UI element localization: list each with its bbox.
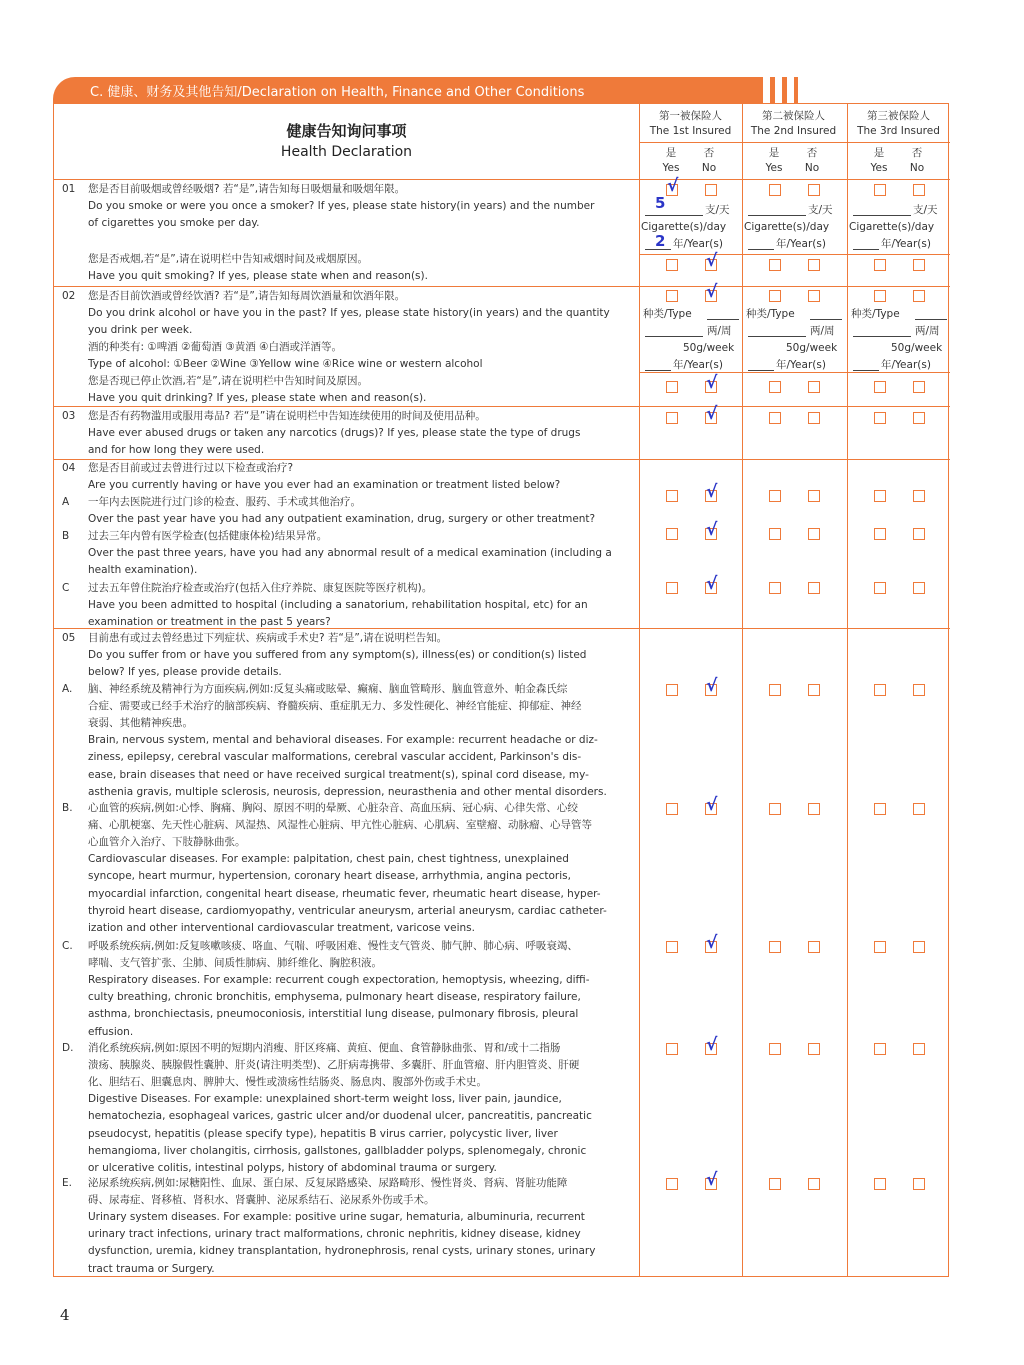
yes-label-cn: 是: [768, 147, 780, 159]
item-letter: E.: [62, 1177, 72, 1189]
q05-line: Do you suffer from or have you suffered from any symptom(s), illness(es) or condition(s) listed: [88, 649, 587, 661]
q01-quit-line: 您是否戒烟,若“是”,请在说明栏中告知戒烟时间及戒烟原因。: [88, 253, 369, 265]
insured-2-label-cn: 第二被保险人: [762, 110, 825, 122]
checkbox-insured-1-yes[interactable]: [666, 412, 678, 424]
q04-item-line: Over the past year have you had any outpatient examination, drug, surgery or other treatment?: [88, 513, 596, 525]
checkbox-insured-3-yes[interactable]: [874, 684, 886, 696]
checkbox-insured-3-yes[interactable]: [874, 1178, 886, 1190]
answer-blank[interactable]: [915, 319, 947, 320]
checkbox-insured-2-yes[interactable]: [769, 941, 781, 953]
checkbox-insured-3-yes[interactable]: [874, 1043, 886, 1055]
checkbox-insured-3-no[interactable]: [913, 381, 925, 393]
header-title-en: Health Declaration: [280, 144, 413, 160]
item-letter: B.: [62, 802, 73, 814]
q05-item-line: 化、胆结石、胆囊息肉、脾肿大、慢性或溃疡性结肠炎、肠息肉、腹部外伤或手术史。: [88, 1076, 487, 1089]
q05-item-line: 消化系统疾病,例如:原因不明的短期内消瘦、肝区疼痛、黄疸、便血、食管静脉曲张、胃和/或十二指肠: [88, 1042, 561, 1054]
checkmark-icon: √: [706, 282, 718, 302]
q05-item-line: 泌尿系统疾病,例如:尿糖阳性、血尿、蛋白尿、反复尿路感染、尿路畸形、慢性肾炎、肾病、肾脏功能障: [88, 1177, 568, 1189]
q05-item-line: pseudocyst, hepatitis (please specify type), hepatitis B virus carrier, polycystic liver, liver: [88, 1127, 558, 1140]
checkbox-insured-3-no[interactable]: [913, 184, 925, 196]
item-letter: B: [62, 530, 70, 542]
health-declaration-table: [53, 103, 949, 1277]
checkmark-icon: √: [706, 373, 718, 393]
q05-item-line: dysfunction, uremia, kidney transplantation, hydronephrosis, renal cysts, urinary stones, urinary: [88, 1245, 596, 1258]
q02-line: 您是否目前饮酒或曾经饮酒? 若“是”,请告知每周饮酒量和饮酒年限。: [88, 290, 406, 302]
section-title: C. 健康、财务及其他告知/Declaration on Health, Finance and Other Conditions: [90, 85, 585, 100]
q01-line: 您是否目前吸烟或曾经吸烟? 若“是”,请告知每日吸烟量和吸烟年限。: [88, 183, 406, 195]
q05-item-line: or ulcerative colitis, intestinal polyps, history of abdominal trauma or surgery.: [88, 1161, 497, 1174]
checkbox-insured-3-no[interactable]: [913, 684, 925, 696]
unit-cigarettes-per-day: Cigarette(s)/day: [744, 221, 830, 233]
checkbox-insured-3-no[interactable]: [913, 1043, 925, 1055]
q03-line: and for how long they were used.: [88, 444, 265, 456]
unit-years: 年/Year(s): [776, 359, 826, 371]
no-label-en: No: [701, 162, 717, 174]
q04-item-line: 过去五年曾住院治疗检查或治疗(包括入住疗养院、康复医院等医疗机构)。: [88, 582, 433, 594]
row-divider: [54, 179, 950, 180]
q04-item-line: 过去三年内曾有医学检查(包括健康体检)结果异常。: [88, 530, 328, 542]
checkbox-insured-3-yes[interactable]: [874, 803, 886, 815]
checkbox-insured-2-yes[interactable]: [769, 528, 781, 540]
unit-grams-per-week: 50g/week: [683, 342, 735, 354]
checkbox-insured-3-no[interactable]: [913, 582, 925, 594]
checkbox-insured-2-no[interactable]: [808, 528, 820, 540]
unit-per-day: 支/天: [808, 204, 833, 216]
unit-years: 年/Year(s): [673, 359, 723, 371]
q05-item-line: syncope, heart murmur, hypertension, coronary heart disease, arrhythmia, angina pectoris,: [88, 870, 571, 883]
q05-item-line: 衰弱、其他精神疾患。: [88, 717, 193, 730]
type-label: 种类/Type: [851, 308, 900, 320]
checkbox-insured-3-no[interactable]: [913, 490, 925, 502]
q05-item-line: Urinary system diseases. For example: positive urine sugar, hematuria, albuminuria, recurrent: [88, 1211, 585, 1224]
answer-blank[interactable]: [853, 249, 879, 250]
checkbox-insured-3-yes[interactable]: [874, 381, 886, 393]
checkmark-icon: √: [706, 520, 718, 540]
q05-item-line: hemangioma, liver cholangitis, cirrhosis, gallstones, gallbladder polyps, splenomegaly, chronic: [88, 1144, 587, 1157]
q05-item-line: 碍、尿毒症、肾移植、肾积水、肾囊肿、泌尿系结石、泌尿系外伤或手术。: [88, 1194, 435, 1207]
checkmark-icon: √: [706, 1035, 718, 1055]
answer-blank[interactable]: [707, 319, 739, 320]
checkbox-insured-3-no[interactable]: [913, 528, 925, 540]
checkbox-insured-2-yes[interactable]: [769, 582, 781, 594]
unit-years: 年/Year(s): [673, 238, 723, 250]
question-number: 05: [62, 632, 76, 644]
q05-item-line: 呼吸系统疾病,例如:反复咳嗽咳痰、咯血、气喘、呼吸困难、慢性支气管炎、肺气肿、肺心病、呼吸衰竭、: [88, 940, 578, 952]
checkbox-insured-1-yes[interactable]: [666, 1043, 678, 1055]
checkbox-insured-2-no[interactable]: [808, 412, 820, 424]
checkbox-insured-2-no[interactable]: [808, 941, 820, 953]
q05-item-line: tract trauma or Surgery.: [88, 1262, 215, 1275]
checkbox-insured-1-yes[interactable]: [666, 803, 678, 815]
answer-blank[interactable]: [645, 370, 671, 371]
answer-blank[interactable]: [853, 370, 879, 371]
checkbox-insured-2-yes[interactable]: [769, 803, 781, 815]
checkbox-insured-3-yes[interactable]: [874, 941, 886, 953]
q05-item-line: 心血管介入治疗、下肢静脉曲张。: [88, 836, 246, 849]
q05-item-line: hematochezia, esophageal varices, gastric ulcer and/or duodenal ulcer, pancreatitis, pancreatic: [88, 1110, 592, 1123]
checkbox-insured-2-yes[interactable]: [769, 412, 781, 424]
answer-blank[interactable]: [748, 249, 774, 250]
unit-years: 年/Year(s): [881, 238, 931, 250]
checkmark-icon: √: [667, 176, 679, 196]
checkmark-icon: √: [706, 482, 718, 502]
q05-item-line: asthma, bronchiectasis, pneumoconiosis, interstitial lung disease, pulmonary fibrosis, pleural: [88, 1008, 579, 1021]
checkbox-insured-2-no[interactable]: [808, 259, 820, 271]
question-number: 04: [62, 462, 76, 474]
checkmark-icon: √: [706, 1170, 718, 1190]
q05-item-line: thyroid heart disease, cardiomyopathy, ventricular aneurysm, arterial aneurysm, cardiac catheter-: [88, 904, 607, 917]
q05-item-line: 痛、心肌梗塞、先天性心脏病、风湿热、风湿性心脏病、甲亢性心脏病、心肌病、室壁瘤、动脉瘤、心导管等: [88, 819, 592, 832]
checkbox-insured-3-no[interactable]: [913, 941, 925, 953]
question-number: 02: [62, 290, 76, 302]
row-divider: [54, 459, 950, 460]
answer-blank[interactable]: [853, 215, 911, 216]
checkbox-insured-2-no[interactable]: [808, 1043, 820, 1055]
q04-item-line: health examination).: [88, 564, 198, 576]
q04-line: Are you currently having or have you ever had an examination or treatment listed below?: [88, 479, 561, 491]
checkbox-insured-3-no[interactable]: [913, 1178, 925, 1190]
checkbox-insured-3-yes[interactable]: [874, 582, 886, 594]
checkbox-insured-2-yes[interactable]: [769, 259, 781, 271]
q05-line: below? If yes, please provide details.: [88, 666, 282, 678]
q04-item-line: examination or treatment in the past 5 years?: [88, 616, 331, 628]
unit-per-day: 支/天: [705, 204, 730, 216]
checkbox-insured-2-yes[interactable]: [769, 184, 781, 196]
q05-item-line: Brain, nervous system, mental and behavioral diseases. For example: recurrent headache or diz-: [88, 734, 598, 747]
answer-blank[interactable]: [748, 370, 774, 371]
q03-line: Have ever abused drugs or taken any narcotics (drugs)? If yes, please state the type of drugs: [88, 427, 581, 439]
q05-line: 目前患有或过去曾经患过下列症状、疾病或手术史? 若“是”,请在说明栏告知。: [88, 632, 448, 644]
column-divider: [847, 104, 848, 1276]
q04-line: 您是否目前或过去曾进行过以下检查或治疗?: [88, 462, 294, 474]
checkbox-insured-2-no[interactable]: [808, 582, 820, 594]
insured-3-label-en: The 3rd Insured: [857, 125, 940, 137]
q05-item-line: asthenia gravis, multiple sclerosis, neurosis, depression, neurasthenia and other mental disorders.: [88, 785, 607, 798]
checkbox-insured-1-no[interactable]: [705, 184, 717, 196]
handwritten-years: 2: [655, 232, 666, 250]
q05-item-line: Respiratory diseases. For example: recurrent cough expectoration, hemoptysis, wheezing, diffi-: [88, 974, 590, 987]
row-divider: [639, 372, 950, 373]
checkmark-icon: √: [706, 795, 718, 815]
checkbox-insured-2-yes[interactable]: [769, 1043, 781, 1055]
q01-line: Do you smoke or were you once a smoker? If yes, please state history(in years) and the number: [88, 200, 595, 212]
column-divider: [742, 104, 743, 1276]
column-divider: [639, 104, 640, 1276]
checkbox-insured-3-yes[interactable]: [874, 290, 886, 302]
q02-line: Type of alcohol: ①Beer ②Wine ③Yellow wine ④Rice wine or western alcohol: [88, 358, 483, 370]
unit-cigarettes-per-day: Cigarette(s)/day: [849, 221, 935, 233]
q05-item-line: Cardiovascular diseases. For example: palpitation, chest pain, chest tightness, unexplained: [88, 853, 569, 866]
q02-line: Do you drink alcohol or have you in the past? If yes, please state history(in years) and the quantity: [88, 307, 610, 319]
unit-years: 年/Year(s): [776, 238, 826, 250]
checkbox-insured-1-yes[interactable]: [666, 528, 678, 540]
checkbox-insured-2-yes[interactable]: [769, 684, 781, 696]
q05-item-line: ease, brain diseases that need or have received surgical treatment(s), spinal cord disease, my-: [88, 768, 589, 781]
yes-label-en: Yes: [662, 162, 680, 174]
checkbox-insured-3-yes[interactable]: [874, 412, 886, 424]
row-divider: [639, 142, 950, 143]
checkbox-insured-2-yes[interactable]: [769, 290, 781, 302]
checkbox-insured-1-yes[interactable]: [666, 381, 678, 393]
row-divider: [54, 286, 950, 287]
answer-blank[interactable]: [810, 319, 842, 320]
row-divider: [54, 406, 950, 407]
q04-item-line: 一年内去医院进行过门诊的检查、服药、手术或其他治疗。: [88, 496, 361, 508]
insured-3-label-cn: 第三被保险人: [867, 110, 930, 122]
question-number: 03: [62, 410, 76, 422]
checkbox-insured-1-yes[interactable]: [666, 1178, 678, 1190]
type-label: 种类/Type: [643, 308, 692, 320]
no-label-en: No: [909, 162, 925, 174]
item-letter: C.: [62, 940, 73, 952]
handwritten-cigarettes: 5: [655, 194, 666, 212]
q05-item-line: 哮喘、支气管扩张、尘肺、间质性肺病、肺纤维化、胸腔积液。: [88, 957, 382, 970]
checkbox-insured-3-no[interactable]: [913, 803, 925, 815]
unit-per-day: 支/天: [913, 204, 938, 216]
q05-item-line: 脑、神经系统及精神行为方面疾病,例如:反复头痛或眩晕、癫痫、脑血管畸形、脑血管意外、帕金森氏综: [88, 683, 568, 695]
checkbox-insured-3-yes[interactable]: [874, 259, 886, 271]
checkbox-insured-2-no[interactable]: [808, 490, 820, 502]
unit-grams-per-week: 50g/week: [891, 342, 943, 354]
q05-item-line: ization and other interventional cardiovascular treatment, varicose veins.: [88, 921, 475, 934]
checkbox-insured-1-yes[interactable]: [666, 941, 678, 953]
checkbox-insured-2-yes[interactable]: [769, 1178, 781, 1190]
q05-item-line: myocardial infarction, congenital heart disease, rheumatic fever, rheumatic heart disease, hyper-: [88, 887, 601, 900]
item-letter: C: [62, 582, 70, 594]
header-title-cn: 健康告知询问事项: [286, 122, 407, 140]
q01-quit-line: Have you quit smoking? If yes, please state when and reason(s).: [88, 270, 428, 282]
item-letter: A: [62, 496, 70, 508]
q05-item-line: urinary tract infections, urinary tract malformations, chronic nephritis, kidney disease, kidney: [88, 1228, 581, 1241]
unit-years: 年/Year(s): [881, 359, 931, 371]
checkbox-insured-1-yes[interactable]: [666, 290, 678, 302]
checkbox-insured-2-no[interactable]: [808, 184, 820, 196]
answer-blank[interactable]: [853, 336, 911, 337]
q01-line: of cigarettes you smoke per day.: [88, 217, 260, 229]
unit-per-week: 两/周: [707, 325, 732, 337]
q05-item-line: 溃疡、胰腺炎、胰腺假性囊肿、肝炎(请注明类型)、乙肝病毒携带、多囊肝、肝血管瘤、肝内胆管炎、肝硬: [88, 1059, 580, 1072]
yes-label-cn: 是: [665, 147, 677, 159]
q05-item-line: culty breathing, chronic bronchitis, emphysema, pulmonary heart disease, respiratory failure,: [88, 991, 581, 1004]
yes-label-en: Yes: [870, 162, 888, 174]
q02-line: 您是否现已停止饮酒,若“是”,请在说明栏中告知时间及原因。: [88, 375, 369, 387]
unit-per-week: 两/周: [810, 325, 835, 337]
checkbox-insured-2-no[interactable]: [808, 290, 820, 302]
q05-item-line: Digestive Diseases. For example: unexplained short-term weight loss, liver pain, jaundice,: [88, 1093, 562, 1106]
checkmark-icon: √: [706, 404, 718, 424]
checkmark-icon: √: [706, 574, 718, 594]
checkbox-insured-1-yes[interactable]: [666, 490, 678, 502]
unit-per-week: 两/周: [915, 325, 940, 337]
insured-2-label-en: The 2nd Insured: [750, 125, 837, 137]
no-label-cn: 否: [911, 147, 923, 159]
insured-1-label-cn: 第一被保险人: [659, 110, 722, 122]
checkbox-insured-2-no[interactable]: [808, 803, 820, 815]
item-letter: D.: [62, 1042, 74, 1054]
checkbox-insured-2-yes[interactable]: [769, 381, 781, 393]
yes-label-en: Yes: [765, 162, 783, 174]
answer-blank[interactable]: [645, 215, 703, 216]
checkmark-icon: √: [706, 933, 718, 953]
checkbox-insured-2-no[interactable]: [808, 381, 820, 393]
no-label-cn: 否: [703, 147, 715, 159]
type-label: 种类/Type: [746, 308, 795, 320]
checkmark-icon: √: [706, 251, 718, 271]
q05-item-line: 心血管的疾病,例如:心悸、胸痛、胸闷、原因不明的晕厥、心脏杂音、高血压病、冠心病、心律失常、心绞: [88, 802, 578, 814]
q05-item-line: 合症、需要或已经手术治疗的脑部疾病、脊髓疾病、重症肌无力、多发性硬化、神经官能症、抑郁症、神经: [88, 700, 582, 713]
checkbox-insured-3-yes[interactable]: [874, 184, 886, 196]
q02-line: Have you quit drinking? If yes, please state when and reason(s).: [88, 392, 427, 404]
checkbox-insured-3-no[interactable]: [913, 290, 925, 302]
no-label-en: No: [804, 162, 820, 174]
q03-line: 您是否有药物滥用或服用毒品? 若“是”请在说明栏中告知连续使用的时间及使用品种。: [88, 410, 486, 422]
no-label-cn: 否: [806, 147, 818, 159]
item-letter: A.: [62, 683, 73, 695]
unit-cigarettes-per-day: Cigarette(s)/day: [641, 221, 727, 233]
row-divider: [639, 254, 950, 255]
checkbox-insured-1-yes[interactable]: [666, 684, 678, 696]
q02-line: 酒的种类有: ①啤酒 ②葡萄酒 ③黄酒 ④白酒或洋酒等。: [88, 341, 343, 353]
checkbox-insured-2-no[interactable]: [808, 684, 820, 696]
page-number: 4: [60, 1306, 70, 1324]
yes-label-cn: 是: [873, 147, 885, 159]
q04-item-line: Over the past three years, have you had any abnormal result of a medical examination (including a: [88, 547, 612, 559]
checkbox-insured-2-no[interactable]: [808, 1178, 820, 1190]
checkbox-insured-1-yes[interactable]: [666, 259, 678, 271]
answer-blank[interactable]: [645, 336, 703, 337]
checkbox-insured-1-yes[interactable]: [666, 582, 678, 594]
question-number: 01: [62, 183, 76, 195]
checkbox-insured-2-yes[interactable]: [769, 490, 781, 502]
q05-item-line: effusion.: [88, 1025, 134, 1038]
insured-1-label-en: The 1st Insured: [649, 125, 732, 137]
checkbox-insured-3-yes[interactable]: [874, 528, 886, 540]
checkbox-insured-3-no[interactable]: [913, 412, 925, 424]
checkmark-icon: √: [706, 676, 718, 696]
q04-item-line: Have you been admitted to hospital (including a sanatorium, rehabilitation hospital, etc) for an: [88, 599, 588, 611]
checkbox-insured-3-yes[interactable]: [874, 490, 886, 502]
unit-grams-per-week: 50g/week: [786, 342, 838, 354]
checkbox-insured-3-no[interactable]: [913, 259, 925, 271]
q05-item-line: ziness, epilepsy, cerebral vascular malformations, cerebral vascular accident, Parkinson's dis-: [88, 751, 582, 764]
q02-line: you drink per week.: [88, 324, 193, 336]
answer-blank[interactable]: [748, 215, 806, 216]
answer-blank[interactable]: [748, 336, 806, 337]
